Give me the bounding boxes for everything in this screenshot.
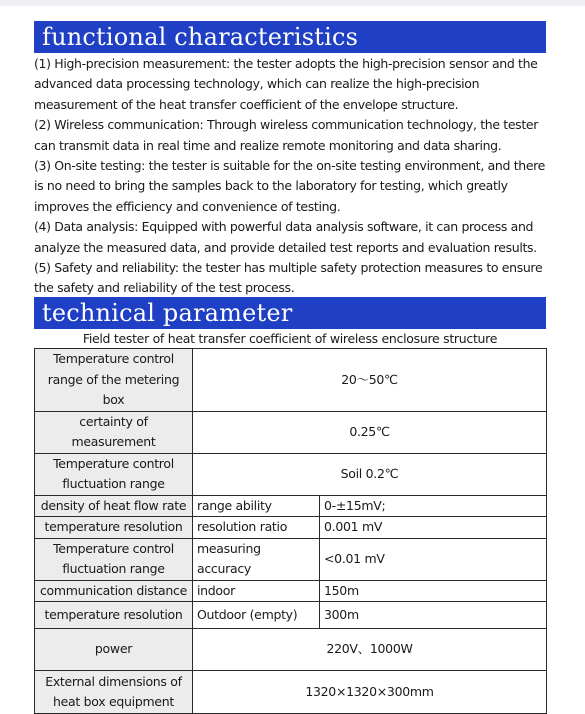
param-sublabel: resolution ratio xyxy=(193,517,320,539)
param-label: certainty of measurement xyxy=(35,411,193,453)
param-label: temperature resolution xyxy=(35,517,193,539)
table-row xyxy=(35,629,547,671)
table-row xyxy=(35,602,547,629)
param-sublabel: Outdoor (empty) xyxy=(193,602,320,629)
param-value: 300m xyxy=(320,602,547,629)
table-caption: Field tester of heat transfer coefficient of wireless enclosure structure xyxy=(82,331,498,346)
param-value: 0.25℃ xyxy=(193,411,547,453)
param-label: power xyxy=(35,629,193,671)
table-row xyxy=(35,411,547,453)
table-row xyxy=(35,453,547,495)
param-label: communication distance xyxy=(35,580,193,602)
param-value: 1320×1320×300mm xyxy=(193,671,547,714)
param-value: 20～50℃ xyxy=(193,349,547,412)
table-row xyxy=(35,538,547,580)
param-label: Temperature control range of the metering box xyxy=(35,349,193,412)
feature-item: (5) Safety and reliability: the tester has multiple safety protection measures to ensure the safety and reliability of the test process. xyxy=(34,260,543,296)
param-value: 0-±15mV; xyxy=(320,495,547,517)
table-row xyxy=(35,349,547,412)
table-row xyxy=(35,580,547,602)
param-value: 220V、1000W xyxy=(193,629,547,671)
param-sublabel: measuring accuracy xyxy=(193,538,320,580)
param-value: 150m xyxy=(320,580,547,602)
feature-item: (1) High-precision measurement: the tester adopts the high-precision sensor and the advanced data processing technology, which can realize the high-precision measurement of the heat transfer coefficient of the envelope structure. xyxy=(34,56,538,112)
param-label: Temperature control fluctuation range xyxy=(35,538,193,580)
param-value: Soil 0.2℃ xyxy=(193,453,547,495)
table-row xyxy=(35,671,547,714)
table-row xyxy=(35,517,547,539)
section-title-technical: technical parameter xyxy=(34,297,546,329)
table-row xyxy=(35,495,547,517)
feature-item: (4) Data analysis: Equipped with powerful data analysis software, it can process and analyze the measured data, and provide detailed test reports and evaluation results. xyxy=(34,219,537,255)
feature-item: (2) Wireless communication: Through wireless communication technology, the tester can transmit data in real time and realize remote monitoring and data sharing. xyxy=(34,117,539,153)
section-title-functional: functional characteristics xyxy=(34,21,546,53)
param-value: <0.01 mV xyxy=(320,538,547,580)
param-value: 0.001 mV xyxy=(320,517,547,539)
top-border xyxy=(0,0,585,6)
feature-list xyxy=(34,54,546,299)
feature-item: (3) On-site testing: the tester is suitable for the on-site testing environment, and there is no need to bring the samples back to the laboratory for testing, which greatly improves the efficiency and convenience of testing. xyxy=(34,158,546,214)
param-sublabel: indoor xyxy=(193,580,320,602)
param-label: density of heat flow rate xyxy=(35,495,193,517)
param-label: temperature resolution xyxy=(35,602,193,629)
param-label: External dimensions of heat box equipment xyxy=(35,671,193,714)
param-label: Temperature control fluctuation range xyxy=(35,453,193,495)
parameter-table xyxy=(34,348,547,714)
param-sublabel: range ability xyxy=(193,495,320,517)
